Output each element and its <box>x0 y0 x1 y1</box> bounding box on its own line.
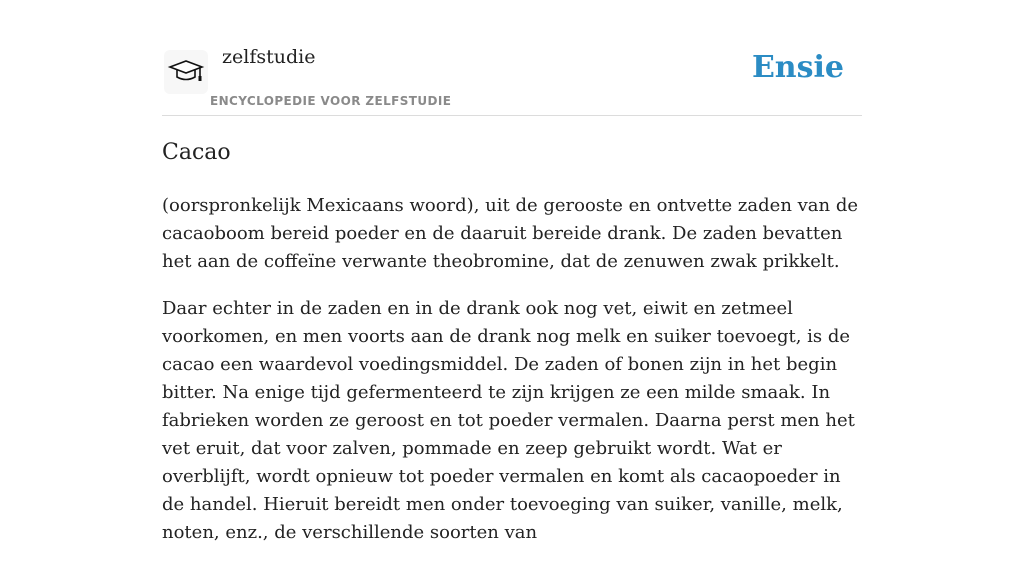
article-paragraph: (oorspronkelijk Mexicaans woord), uit de gerooste en ontvette zaden van de cacaoboom bereid poeder en de daaruit bereide drank. De zaden bevatten het aan de coffeïne verwante theobromine, dat de zenuwen zwak prikkelt. <box>162 195 859 272</box>
site-tagline: ENCYCLOPEDIE VOOR ZELFSTUDIE <box>210 94 452 108</box>
brand-logo[interactable]: Ensie <box>751 50 844 85</box>
article-body <box>162 192 862 566</box>
graduation-cap-icon[interactable] <box>164 50 208 94</box>
site-name[interactable]: zelfstudie <box>222 46 316 68</box>
site-header <box>162 40 862 116</box>
article-title: Cacao <box>162 140 231 165</box>
article-paragraph: Daar echter in de zaden en in de drank ook nog vet, eiwit en zetmeel voorkomen, en men voorts aan de drank nog melk en suiker toevoegt, is de cacao een waardevol voedingsmiddel. De zaden of bonen zijn in het begin bitter. Na enige tijd gefermenteerd te zijn krijgen ze een milde smaak. In fabrieken worden ze geroost en tot poeder vermalen. Daarna perst men het vet eruit, dat voor zalven, pommade en zeep gebruikt wordt. Wat er overblijft, wordt opnieuw tot poeder vermalen en komt als cacaopoeder in de handel. Hieruit bereidt men onder toevoeging van suiker, vanille, melk, noten, enz., de verschillende soorten van <box>162 298 855 543</box>
